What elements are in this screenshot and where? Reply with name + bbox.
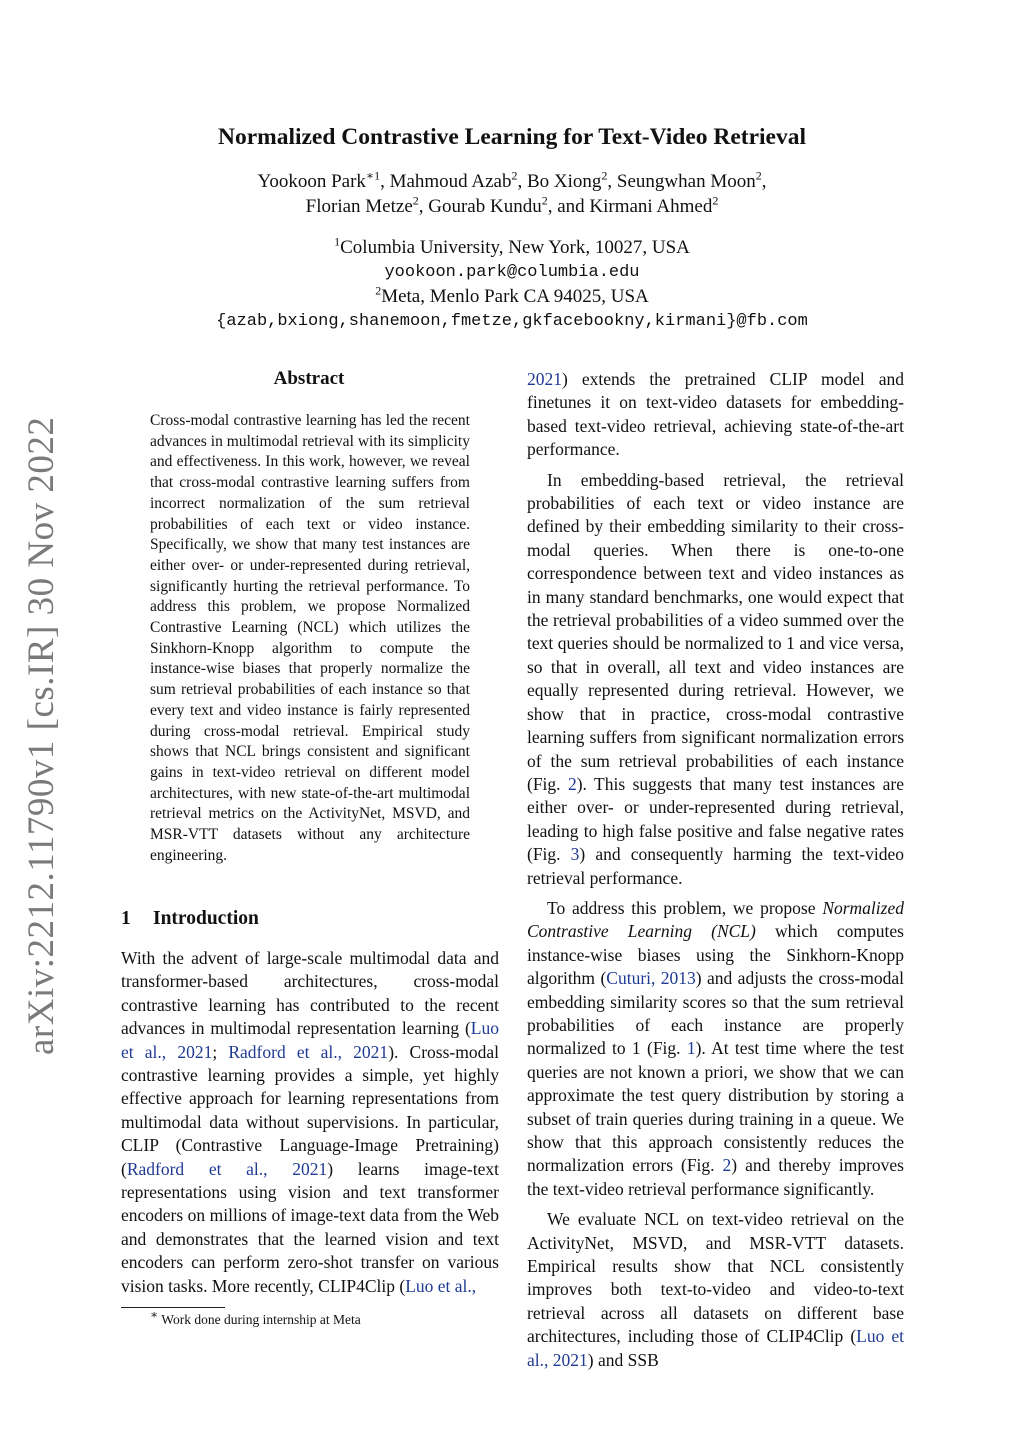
author-name: Florian Metze bbox=[305, 196, 413, 217]
right-column bbox=[527, 368, 904, 1372]
abstract-body: Cross-modal contrastive learning has led the recent advances in multimodal retrieval with its simplicity and effectiveness. In this work, however, we reveal that cross-modal contrastive learning suffers from incorrect normalization of the sum retrieval probabilities of each text or video instance. Specifically, we show that many test instances are either over- or under-represented during retrieval, significantly hurting the retrieval performance. To address this problem, we propose Normalized Contrastive Learning (NCL) which utilizes the Sinkhorn-Knopp algorithm to compute the instance-wise biases that properly normalize the sum retrieval probabilities of each instance so that every text and video instance is fairly represented during cross-modal retrieval. Empirical study shows that NCL brings consistent and significant gains in text-video retrieval on different model architectures, with new state-of-the-art multimodal retrieval metrics on the ActivityNet, MSVD, and MSR-VTT datasets without any architecture engineering. bbox=[150, 412, 470, 864]
section-title: Introduction bbox=[153, 908, 259, 929]
body-text: In embedding-based retrieval, the retrieval probabilities of each text or video instance are defined by their embedding similarity to their cross-modal queries. When there is one-to-one correspondence between text and video instances as in many standard benchmarks, one would expect that the retrieval probabilities of a video summed over the text queries should be normalized to 1 and vice versa, so that in overall, all text and video instances are equally represented during retrieval. However, we show that in practice, cross-modal contrastive learning suffers from significant normalization errors of the sum retrieval probabilities of each instance (Fig. bbox=[527, 469, 904, 794]
body-text: ). At test time where the test queries are not known a priori, we show that we can approximate the test query distribution by storing a subset of train queries during training in a queue. We show that this approach consistently reduces the normalization errors (Fig. bbox=[527, 1038, 904, 1176]
author-name: , Seungwhan Moon bbox=[607, 171, 756, 192]
affiliation-mark: 2 bbox=[601, 168, 608, 183]
citation-link[interactable]: 2021 bbox=[527, 369, 562, 389]
citation-link[interactable]: Radford et al., 2021 bbox=[228, 1041, 389, 1062]
footnote bbox=[150, 1307, 361, 1328]
introduction-paragraph-4 bbox=[527, 1208, 904, 1372]
affiliation-text: Meta, Menlo Park CA 94025, USA bbox=[381, 286, 649, 307]
affiliation-mark: 2 bbox=[375, 283, 382, 298]
author-list-line-2 bbox=[0, 193, 1024, 218]
affiliation-2 bbox=[0, 283, 1024, 308]
footnote-rule bbox=[121, 1307, 225, 1308]
footnote-mark: ∗ bbox=[150, 1307, 159, 1322]
body-text: We evaluate NCL on text-video retrieval on the ActivityNet, MSVD, and MSR-VTT datasets. Empirical results show that NCL consistently improves both text-to-video and video-to-text retrieval across all datasets on different base architectures, including those of CLIP4Clip ( bbox=[527, 1209, 904, 1347]
author-name: , and Kirmani Ahmed bbox=[547, 196, 713, 217]
footnote-text: Work done during internship at Meta bbox=[161, 1312, 361, 1327]
affiliation-mark: 1 bbox=[334, 234, 341, 249]
paper-title: Normalized Contrastive Learning for Text-Video Retrieval bbox=[217, 124, 807, 150]
citation-link[interactable]: Cuturi, 2013 bbox=[606, 968, 696, 989]
email-2[interactable]: {azab,bxiong,shanemoon,fmetze,gkfacebookny,kirmani}@fb.com bbox=[216, 312, 808, 331]
figure-ref-link[interactable]: 1 bbox=[686, 1038, 696, 1059]
introduction-paragraph-1 bbox=[121, 947, 499, 1298]
abstract-heading: Abstract bbox=[273, 368, 345, 389]
email-1[interactable]: yookoon.park@columbia.edu bbox=[384, 263, 640, 282]
section-heading-introduction bbox=[121, 908, 259, 930]
author-name: Yookoon Park bbox=[257, 171, 366, 192]
affiliation-mark: 2 bbox=[511, 168, 518, 183]
introduction-paragraph-3 bbox=[527, 897, 904, 1201]
body-text: ). Cross-modal contrastive learning provides a simple, yet highly effective approach for learning representations from multimodal data without supervisions. In particular, CLIP (Contrastive Language-Image Pretraining) ( bbox=[121, 1041, 499, 1179]
affiliation-mark: 2 bbox=[755, 168, 762, 183]
body-text: ) learns image-text representations using vision and text transformer encoders on millions of image-text data from the Web and demonstrates that the learned vision and text encoders can perform zero-shot transfer on various vision tasks. More recently, CLIP4Clip ( bbox=[121, 1158, 499, 1296]
section-number: 1 bbox=[121, 908, 131, 929]
arxiv-identifier: arXiv:2212.11790v1 [cs.IR] 30 Nov 2022 bbox=[21, 416, 62, 1055]
affiliation-mark: 2 bbox=[712, 193, 719, 208]
figure-ref-link[interactable]: 2 bbox=[567, 773, 577, 794]
affiliation-mark: 2 bbox=[412, 193, 419, 208]
body-text: ) extends the pretrained CLIP model and finetunes it on text-video datasets for embedding-based text-video retrieval, achieving state-of-the-art performance. bbox=[527, 369, 904, 460]
figure-ref-link[interactable]: 3 bbox=[570, 844, 580, 865]
citation-link[interactable]: Luo et al., 2021 bbox=[527, 1326, 904, 1370]
body-text: With the advent of large-scale multimodal data and transformer-based architectures, cross-modal contrastive learning has contributed to the recent advances in multimodal representation learning ( bbox=[121, 948, 499, 1039]
citation-link[interactable]: Radford et al., 2021 bbox=[126, 1158, 328, 1179]
citation-link[interactable]: Luo et al., bbox=[405, 1275, 477, 1296]
author-name: , Bo Xiong bbox=[517, 171, 602, 192]
introduction-paragraph-continued bbox=[527, 368, 904, 462]
citation-link[interactable]: Luo et al., 2021 bbox=[121, 1018, 499, 1062]
author-marks: ∗1 bbox=[365, 168, 381, 183]
affiliation-mark: 2 bbox=[541, 193, 548, 208]
author-name: , Mahmoud Azab bbox=[380, 171, 512, 192]
body-text: ; bbox=[212, 1041, 229, 1062]
introduction-paragraph-2 bbox=[527, 469, 904, 890]
body-text: ) and adjusts the cross-modal embedding similarity scores so that the sum retrieval probabilities of each instance are properly normalized to 1 (Fig. bbox=[527, 968, 904, 1059]
affiliation-text: Columbia University, New York, 10027, USA bbox=[340, 237, 690, 258]
body-text: ) and consequently harming the text-video retrieval performance. bbox=[527, 844, 904, 888]
figure-ref-link[interactable]: 2 bbox=[722, 1155, 732, 1176]
body-text: ). This suggests that many test instances are either over- or under-represented during retrieval, leading to high false positive and false negative rates (Fig. bbox=[527, 773, 904, 865]
body-text: To address this problem, we propose bbox=[547, 897, 823, 918]
author-list-line-1 bbox=[0, 168, 1024, 193]
author-name: , Gourab Kundu bbox=[418, 196, 542, 217]
emphasized-term: Normalized Contrastive Learning (NCL) bbox=[527, 897, 904, 942]
body-text: ) and SSB bbox=[587, 1349, 659, 1370]
body-text: which computes instance-wise biases using the Sinkhorn-Knopp algorithm ( bbox=[527, 921, 904, 989]
affiliation-1 bbox=[0, 234, 1024, 259]
body-text: ) and thereby improves the text-video retrieval performance significantly. bbox=[527, 1155, 904, 1199]
separator: , bbox=[761, 171, 767, 192]
